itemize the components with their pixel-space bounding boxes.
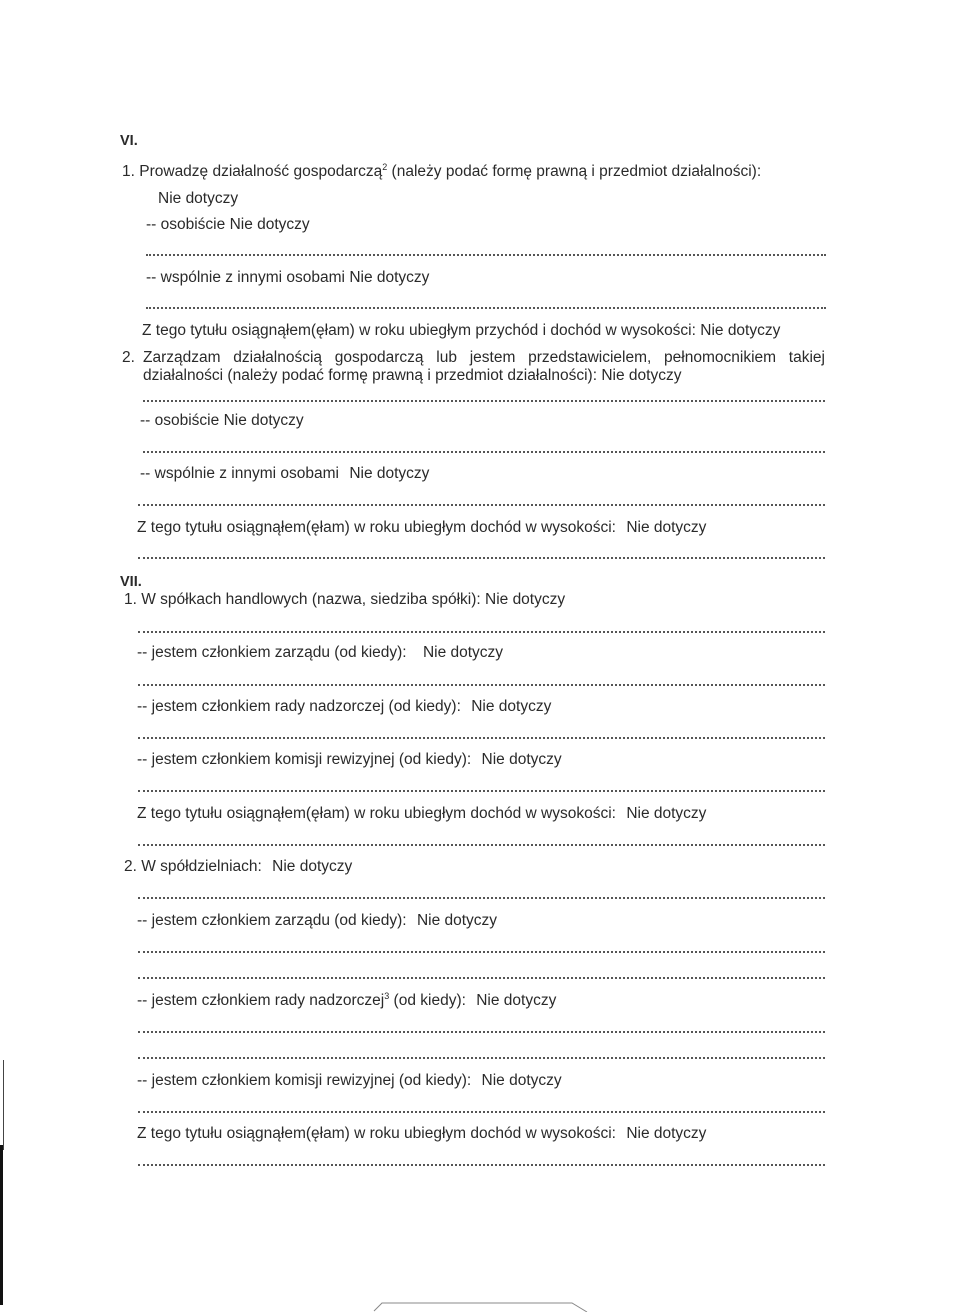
osobiscie-label: -- osobiście [146,216,226,233]
vi-item2-line2-text: działalności (należy podać formę prawną i przedmiot działalności): [143,367,598,384]
dotted-line [138,951,825,953]
vii-item1-prefix: 1. [124,591,137,608]
vii-item1-income [137,805,706,823]
vi-item1-prefix: 1. [122,163,135,180]
dotted-line [143,451,825,453]
footnote-2-marker: 2 [382,162,388,172]
vii-item2-prefix: 2. [124,858,137,875]
wspolnie-label: -- wspólnie z innymi osobami [140,465,339,482]
dotted-line [138,977,825,979]
vi-item2-line2-value: Nie dotyczy [601,367,682,384]
vii-item1-label: W spółkach handlowych (nazwa, siedziba spółki): [141,591,481,608]
income-label: Z tego tytułu osiągnąłem(ęłam) w roku ubiegłym dochód w wysokości: [137,805,616,822]
income-label: Z tego tytułu osiągnąłem(ęłam) w roku ubiegłym dochód w wysokości: [137,519,616,536]
zarzad-value: Nie dotyczy [422,644,504,661]
vi-item1-text-rest: (należy podać formę prawną i przedmiot działalności): [387,163,762,180]
dotted-line [146,307,826,309]
dotted-line [138,737,825,739]
vii-item1-line [124,591,565,609]
zarzad-label: -- jestem członkiem zarządu (od kiedy): [137,912,407,929]
income-value: Nie dotyczy [626,519,707,536]
income-value: Nie dotyczy [626,1125,707,1142]
komisja-value: Nie dotyczy [481,1072,562,1089]
section-vi-heading: VI. [120,133,138,149]
vii-item1-zarzad [137,644,503,662]
vii-item1-rada [137,698,551,716]
vi-item2-wspolnie [140,465,429,483]
vii-item2-komisja [137,1072,562,1090]
rada-label-rest: (od kiedy): [389,992,466,1009]
rada-label: -- jestem członkiem rady nadzorczej [137,992,385,1009]
dotted-line [138,897,825,899]
vi-item1-income [142,322,780,340]
rada-label: -- jestem członkiem rady nadzorczej (od kiedy): [137,698,461,715]
vi-item1-wspolnie [146,269,429,287]
vii-item2-zarzad [137,912,497,930]
dotted-line [138,1111,825,1113]
vi-item1-text: Prowadzę działalność gospodarczą [139,163,383,180]
income-value: Nie dotyczy [626,805,707,822]
vii-item2-rada [137,992,556,1010]
vii-item2-value: Nie dotyczy [272,858,353,875]
dotted-line [146,254,826,256]
vi-item2-osobiscie [140,412,304,430]
dotted-line [138,1031,825,1033]
vii-item2-income [137,1125,706,1143]
vii-item1-komisja [137,751,562,769]
dotted-line [138,1164,825,1166]
dotted-line [138,790,825,792]
income-label: Z tego tytułu osiągnąłem(ęłam) w roku ubiegłym dochód w wysokości: [137,1125,616,1142]
zarzad-label: -- jestem członkiem zarządu (od kiedy): [137,644,407,661]
vi-item2-prefix: 2. [122,349,135,366]
vi-item1-value: Nie dotyczy [158,190,239,207]
rada-value: Nie dotyczy [476,992,557,1009]
wspolnie-value: Nie dotyczy [349,269,430,286]
komisja-value: Nie dotyczy [481,751,562,768]
wspolnie-value: Nie dotyczy [349,465,430,482]
dotted-line [138,1057,825,1059]
dotted-line [143,400,825,402]
scan-fold-mark [372,1300,592,1312]
dotted-line [138,684,825,686]
vi-item2-line2 [143,367,681,385]
dotted-line [138,844,825,846]
osobiscie-value: Nie dotyczy [229,216,310,233]
dotted-line [138,631,825,633]
dotted-line [138,557,825,559]
footnote-3-marker: 3 [384,991,390,1001]
vii-item2-label: W spółdzielniach: [141,858,262,875]
dotted-line [138,504,825,506]
section-vii-heading: VII. [120,574,142,590]
komisja-label: -- jestem członkiem komisji rewizyjnej (od kiedy): [137,751,472,768]
income-value: Nie dotyczy [700,322,781,339]
vii-item2-line [124,858,352,876]
vii-item1-value: Nie dotyczy [485,591,566,608]
income-label: Z tego tytułu osiągnąłem(ęłam) w roku ubiegłym przychód i dochód w wysokości: [142,322,696,339]
vi-item1-osobiscie [146,216,310,234]
zarzad-value: Nie dotyczy [416,912,498,929]
vi-item2-line1: Zarządzam działalnością gospodarczą lub jestem przedstawicielem, pełnomocnikiem takiej [143,349,825,366]
vi-item2-income [137,519,706,537]
komisja-label: -- jestem członkiem komisji rewizyjnej (od kiedy): [137,1072,472,1089]
wspolnie-label: -- wspólnie z innymi osobami [146,269,345,286]
rada-value: Nie dotyczy [471,698,552,715]
osobiscie-value: Nie dotyczy [223,412,304,429]
vi-item1-line [122,163,761,181]
osobiscie-label: -- osobiście [140,412,220,429]
scan-edge-mark [3,1060,4,1150]
scan-edge-mark [0,1145,3,1305]
